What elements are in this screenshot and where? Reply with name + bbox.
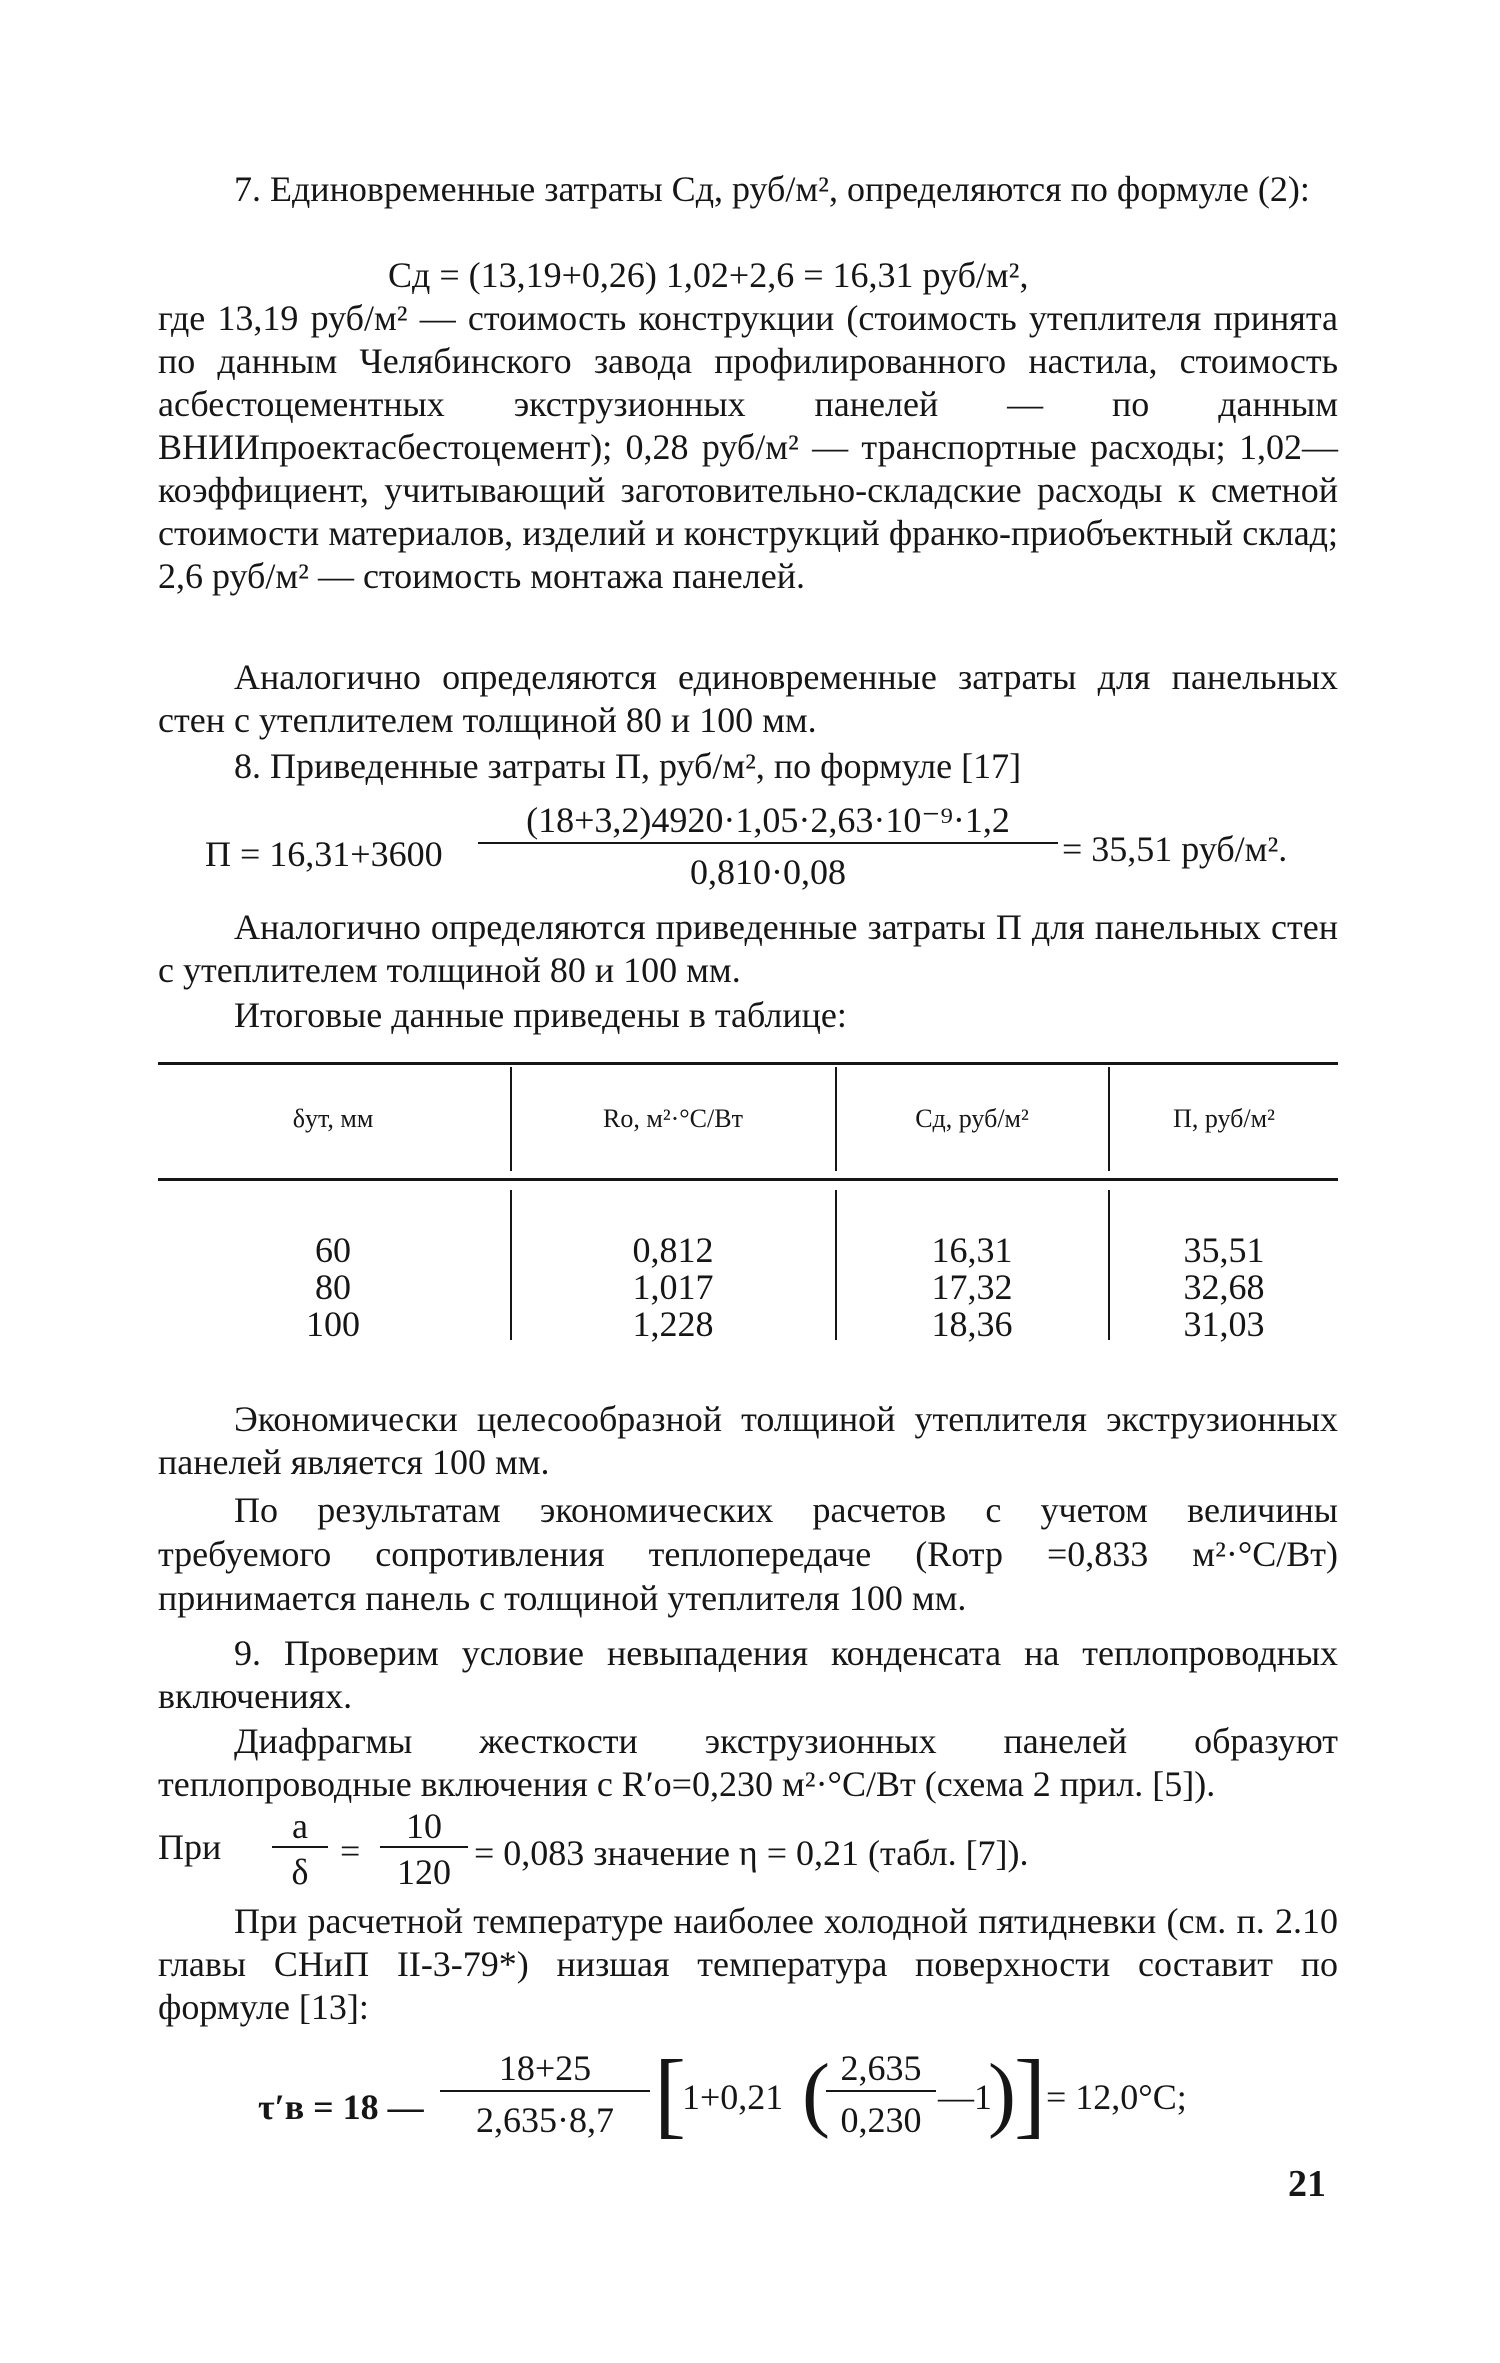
ratio-prefix: При [158,1827,222,1867]
paragraph-economic-thickness: Экономически целесообразной толщиной утеплителя экструзионных панелей является 100 мм. [158,1399,1338,1482]
paragraph-item-9: 9. Проверим условие невыпадения конденсата на теплопроводных включениях. [158,1633,1338,1716]
table-cell: 100 [306,1304,360,1344]
ratio-denominator-2: 120 [397,1852,451,1892]
formula8-result: = 35,51 руб/м². [1062,829,1288,869]
paragraph-design-temperature: При расчетной температуре наиболее холодной пятидневки (см. п. 2.10 главы СНиП II-3-79*) низшая температура поверхности составит по формуле [13]: [158,1901,1338,2027]
formula13-left-bracket: [ [654,2040,686,2147]
paragraph-diaphragms: Диафрагмы жесткости экструзионных панелей образуют теплопроводные включения с R′о=0,230 м²·°С/Вт (схема 2 прил. [5]). [158,1721,1338,1804]
paragraph-cost-explanation: где 13,19 руб/м² — стоимость конструкции (стоимость утеплителя принята по данным Челябинского завода профилированного настила, стоимость асбестоцементных экструзионных панелей — по данным ВНИИпроектасбестоцемент); 0,28 руб/м² — транспортные расходы; 1,02—коэффициент, учитывающий заготовительно-складские расходы к сметной стоимости материалов, изделий и конструкций франко-приобъектный склад; 2,6 руб/м² — стоимость монтажа панелей. [158,298,1338,596]
table-cell: 1,228 [632,1304,714,1344]
formula13-result: = 12,0°С; [1046,2077,1187,2117]
table-cell: 0,812 [632,1230,714,1270]
formula13-inner-bar [826,2090,936,2092]
table-column-reduced-costs [1110,1232,1338,1343]
formula13-denominator: 2,635·8,7 [476,2100,614,2140]
table-column-resistance [512,1232,834,1343]
table-column-one-time-costs [837,1232,1107,1343]
table-cell: 1,017 [632,1267,714,1307]
formula8-numerator: (18+3,2)4920·1,05·2,63·10⁻⁹·1,2 [526,800,1010,840]
formula13-inner-denominator: 0,230 [840,2100,922,2140]
table-header-rule [158,1178,1338,1181]
table-cell: 31,03 [1183,1304,1265,1344]
table-top-rule [158,1062,1338,1065]
formula8-lhs: П = 16,31+3600 [205,834,443,874]
table-header-resistance: Rо, м²·°С/Вт [603,1104,743,1133]
formula13-left-paren: ( [802,2047,830,2140]
ratio-denominator-1: δ [291,1852,309,1892]
table-cell: 35,51 [1183,1230,1265,1270]
paragraph-item-8: 8. Приведенные затраты П, руб/м², по формуле [17] [234,746,1022,786]
paragraph-similar-one-time: Аналогично определяются единовременные затраты для панельных стен с утеплителем толщиной 80 и 100 мм. [158,657,1338,740]
ratio-result: = 0,083 значение η = 0,21 (табл. [7]). [474,1833,1029,1873]
formula13-lhs: τ′в = 18 — [258,2087,424,2127]
ratio-numerator-2: 10 [406,1806,442,1846]
table-cell: 60 [315,1230,351,1270]
table-header-one-time-costs: Cд, руб/м² [915,1104,1029,1133]
paragraph-item-7: 7. Единовременные затраты Cд, руб/м², определяются по формуле (2): [234,169,1310,209]
ratio-equals: = [340,1831,361,1871]
table-cell: 16,31 [931,1230,1013,1270]
paragraph-table-intro: Итоговые данные приведены в таблице: [234,995,847,1035]
formula8-fraction-bar [478,842,1058,844]
table-cell: 18,36 [931,1304,1013,1344]
paragraph-similar-reduced: Аналогично определяются приведенные затраты П для панельных стен с утеплителем толщиной 80 и 100 мм. [158,907,1338,990]
formula-one-time-costs: Cд = (13,19+0,26) 1,02+2,6 = 16,31 руб/м², [388,255,1029,295]
formula13-fraction-bar [440,2090,650,2092]
formula13-numerator: 18+25 [498,2048,592,2088]
paragraph-calculation-results: По результатам экономических расчетов с учетом величины требуемого сопротивления теплопередаче (Rотр =0,833 м²·°С/Вт) принимается панель с толщиной утеплителя 100 мм. [158,1490,1338,1618]
table-cell: 17,32 [931,1267,1013,1307]
formula13-bracket-term: 1+0,21 [682,2077,784,2117]
table-cell: 32,68 [1183,1267,1265,1307]
page-number: 21 [1288,2163,1326,2205]
formula13-right-bracket: ] [1014,2040,1046,2147]
table-header-reduced-costs: П, руб/м² [1173,1104,1275,1133]
formula13-inner-minus-one: —1 [938,2077,992,2117]
formula13-right-paren: ) [988,2047,1016,2140]
formula13-inner-numerator: 2,635 [840,2048,922,2088]
formula8-denominator: 0,810·0,08 [690,852,846,892]
table-header-thickness: δут, мм [292,1104,374,1133]
table-column-thickness [158,1232,508,1343]
ratio-bar-1 [272,1846,328,1848]
ratio-bar-2 [380,1846,468,1848]
ratio-numerator-1: a [292,1806,308,1846]
table-cell: 80 [315,1267,351,1307]
